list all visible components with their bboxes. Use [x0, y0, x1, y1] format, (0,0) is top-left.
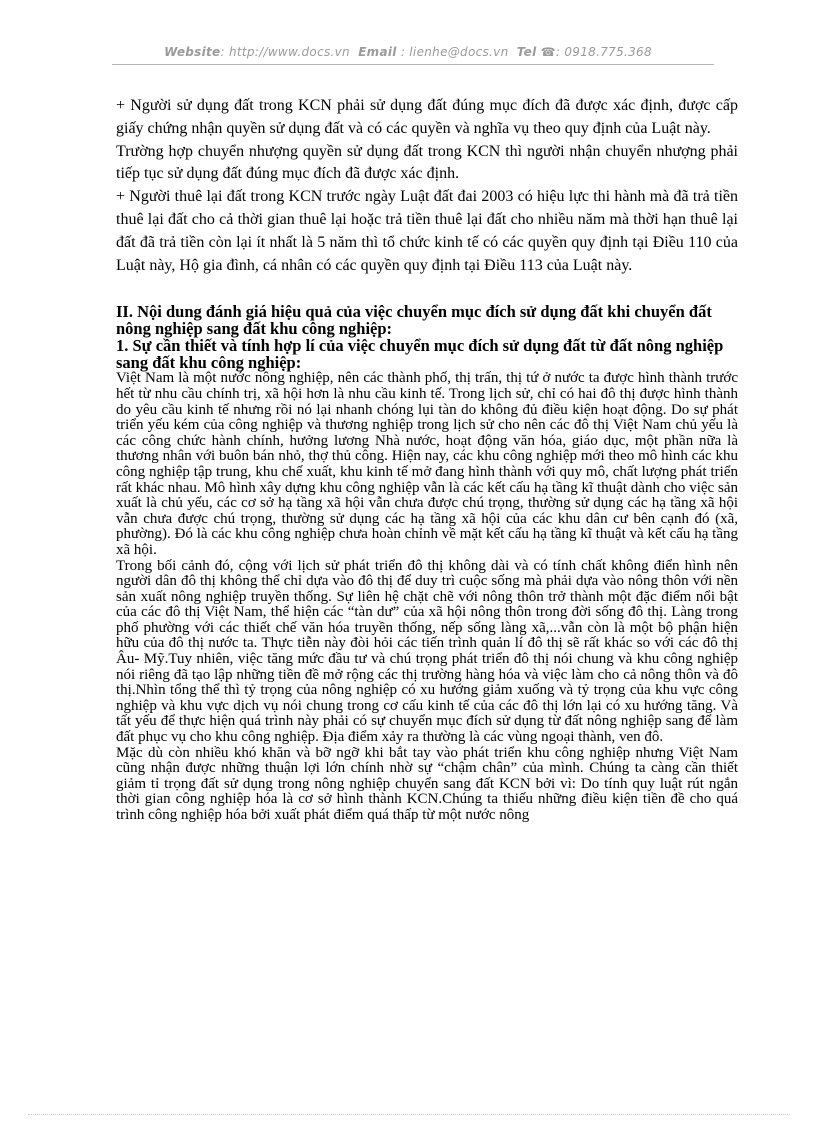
tel-label: Tel [516, 45, 537, 59]
section-gap [116, 277, 738, 303]
page-header [0, 45, 816, 59]
paragraph-transfer: Trường hợp chuyển nhượng quyền sử dụng đất trong KCN thì người nhận chuyển nhượng phải tiếp tục sử dụng đất đúng mục đích đã được xác định. [116, 142, 738, 183]
section-heading: II. Nội dung đánh giá hiệu quả của việc chuyển mục đích sử dụng đất khi chuyển đất nông nghiệp sang đất khu công nghiệp: [116, 302, 712, 339]
header-divider [112, 64, 714, 65]
website-value: : http://www.docs.vn [220, 45, 350, 59]
paragraph-difficulties: Mặc dù còn nhiều khó khăn và bỡ ngỡ khi bắt tay vào phát triển khu công nghiệp nhưng Việt Nam cũng nhận được những thuận lợi lớn chính nhờ sự “chậm chân” của mình. Chúng ta càng cần thiết giảm tỉ trọng đất sử dụng trong nông nghiệp chuyển sang đất KCN bởi vì: Do tính quy luật rút ngắn thời gian công nghiệp hóa là cơ sở hình thành KCN.Chúng ta thiếu những điều kiện tiền đề cho quá trình công nghiệp hóa bởi xuất phát điểm quá thấp từ một nước nông [116, 744, 738, 823]
tel-value: : 0918.775.368 [555, 45, 652, 59]
paragraph-land-use-purpose: + Người sử dụng đất trong KCN phải sử dụng đất đúng mục đích đã được xác định, được cấp giấy chứng nhận quyền sử dụng đất và có các quyền và nghĩa vụ theo quy định của Luật này. [116, 97, 738, 137]
subsection-heading: 1. Sự cần thiết và tính hợp lí của việc chuyển mục đích sử dụng đất từ đất nông nghiệp sang đất khu công nghiệp: [116, 336, 724, 373]
phone-icon: ☎ [540, 45, 556, 59]
website-label: Website [164, 45, 221, 59]
paragraph-sublease: + Người thuê lại đất trong KCN trước ngày Luật đất đai 2003 có hiệu lực thi hành mà đã trả tiền thuê lại đất cho cả thời gian thuê lại hoặc trả tiền thuê lại đất cho nhiều năm mà thời hạn thuê lại đất đã trả tiền còn lại ít nhất là 5 năm thì tổ chức kinh tế có các quyền quy định tại Điều 110 của Luật này, Hộ gia đình, cá nhân có các quyền quy định tại Điều 113 của Luật này. [116, 188, 738, 274]
document-body [116, 95, 738, 824]
paragraph-vietnam-urban: Việt Nam là một nước nông nghiệp, nên các thành phố, thị trấn, thị tứ ở nước ta được hình thành trước hết từ nhu cầu chính trị, xã hội hơn là nhu cầu kinh tế. Trong lịch sử, chỉ có hai đô thị được hình thành do yêu cầu kinh tế nhưng rồi nó lại nhanh chóng lụi tàn do không đủ điều kiện hoạt động. Do sự phát triển yếu kém của công nghiệp và thương nghiệp trong lịch sử cho nên các đô thị Việt Nam chủ yếu là các công chức hành chính, hưởng lương Nhà nước, hoạt động văn hóa, giáo dục, một phần nữa là thương nhân với buôn bán nhỏ, thợ thủ công. Hiện nay, các khu công nghiệp mới theo mô hình các khu công nghiệp tập trung, khu chế xuất, khu kinh tế mở đang hình thành với quy mô, chất lượng phát triển rất khác nhau. Mô hình xây dựng khu công nghiệp vẫn là các kết cấu hạ tầng kĩ thuật dành cho việc sản xuất là chủ yếu, các cơ sở hạ tầng xã hội vẫn chưa được chú trọng, thường sử dụng các hạ tầng xã hội vẫn chưa được chú trọng, thường sử dụng các hạ tầng xã hội của các khu dân cư bên cạnh đó (xã, phường). Đó là các khu công nghiệp chưa hoàn chỉnh về mặt kết cấu hạ tầng kĩ thuật và kết cấu hạ tầng xã hội. [116, 370, 738, 558]
email-label: Email [358, 45, 397, 59]
paragraph-context: Trong bối cảnh đó, cộng với lịch sử phát triển đô thị không dài và có tính chất không điển hình nên người dân đô thị không thể chỉ dựa vào đô thị để duy trì cuộc sống mà phải dựa vào nông thôn với nền sản xuất nông nghiệp truyền thống. Sự liên hệ chặt chẽ với nông thôn trở thành một đặc điểm nổi bật của các đô thị Việt Nam, thể hiện các “tàn dư” của xã hội nông thôn trong đời sống đô thị. Làng trong phố phường với các thiết chế văn hóa truyền thống, nếp sống làng xã,...vẫn còn là một bộ phận hiện hữu của đô thị nước ta. Thực tiễn này đòi hỏi các tiến trình quản lí đô thị sẽ rất khác so với các đô thị Âu- Mỹ.Tuy nhiên, việc tăng mức đầu tư và chú trọng phát triển đô thị nói chung và khu công nghiệp nói riêng đã tạo lập những tiền đề mở rộng các thị trường hàng hóa và việc làm cho cả nông thôn và đô thị.Nhìn tổng thể thì tỷ trọng của nông nghiệp có xu hướng giảm xuống và tỷ trọng của khu vực công nghiệp và khu vực dịch vụ nói chung trong cơ cấu kinh tế của các đô thị lớn lại có xu hướng tăng. Và tất yếu để thực hiện quá trình này phải có sự chuyển mục đích sử dụng từ đất nông nghiệp sang để làm đất phục vụ cho khu công nghiệp. Địa điểm xảy ra thường là các vùng ngoại thành, ven đô. [116, 557, 738, 746]
email-value: : lienhe@docs.vn [400, 45, 509, 59]
footer-divider [28, 1114, 788, 1115]
